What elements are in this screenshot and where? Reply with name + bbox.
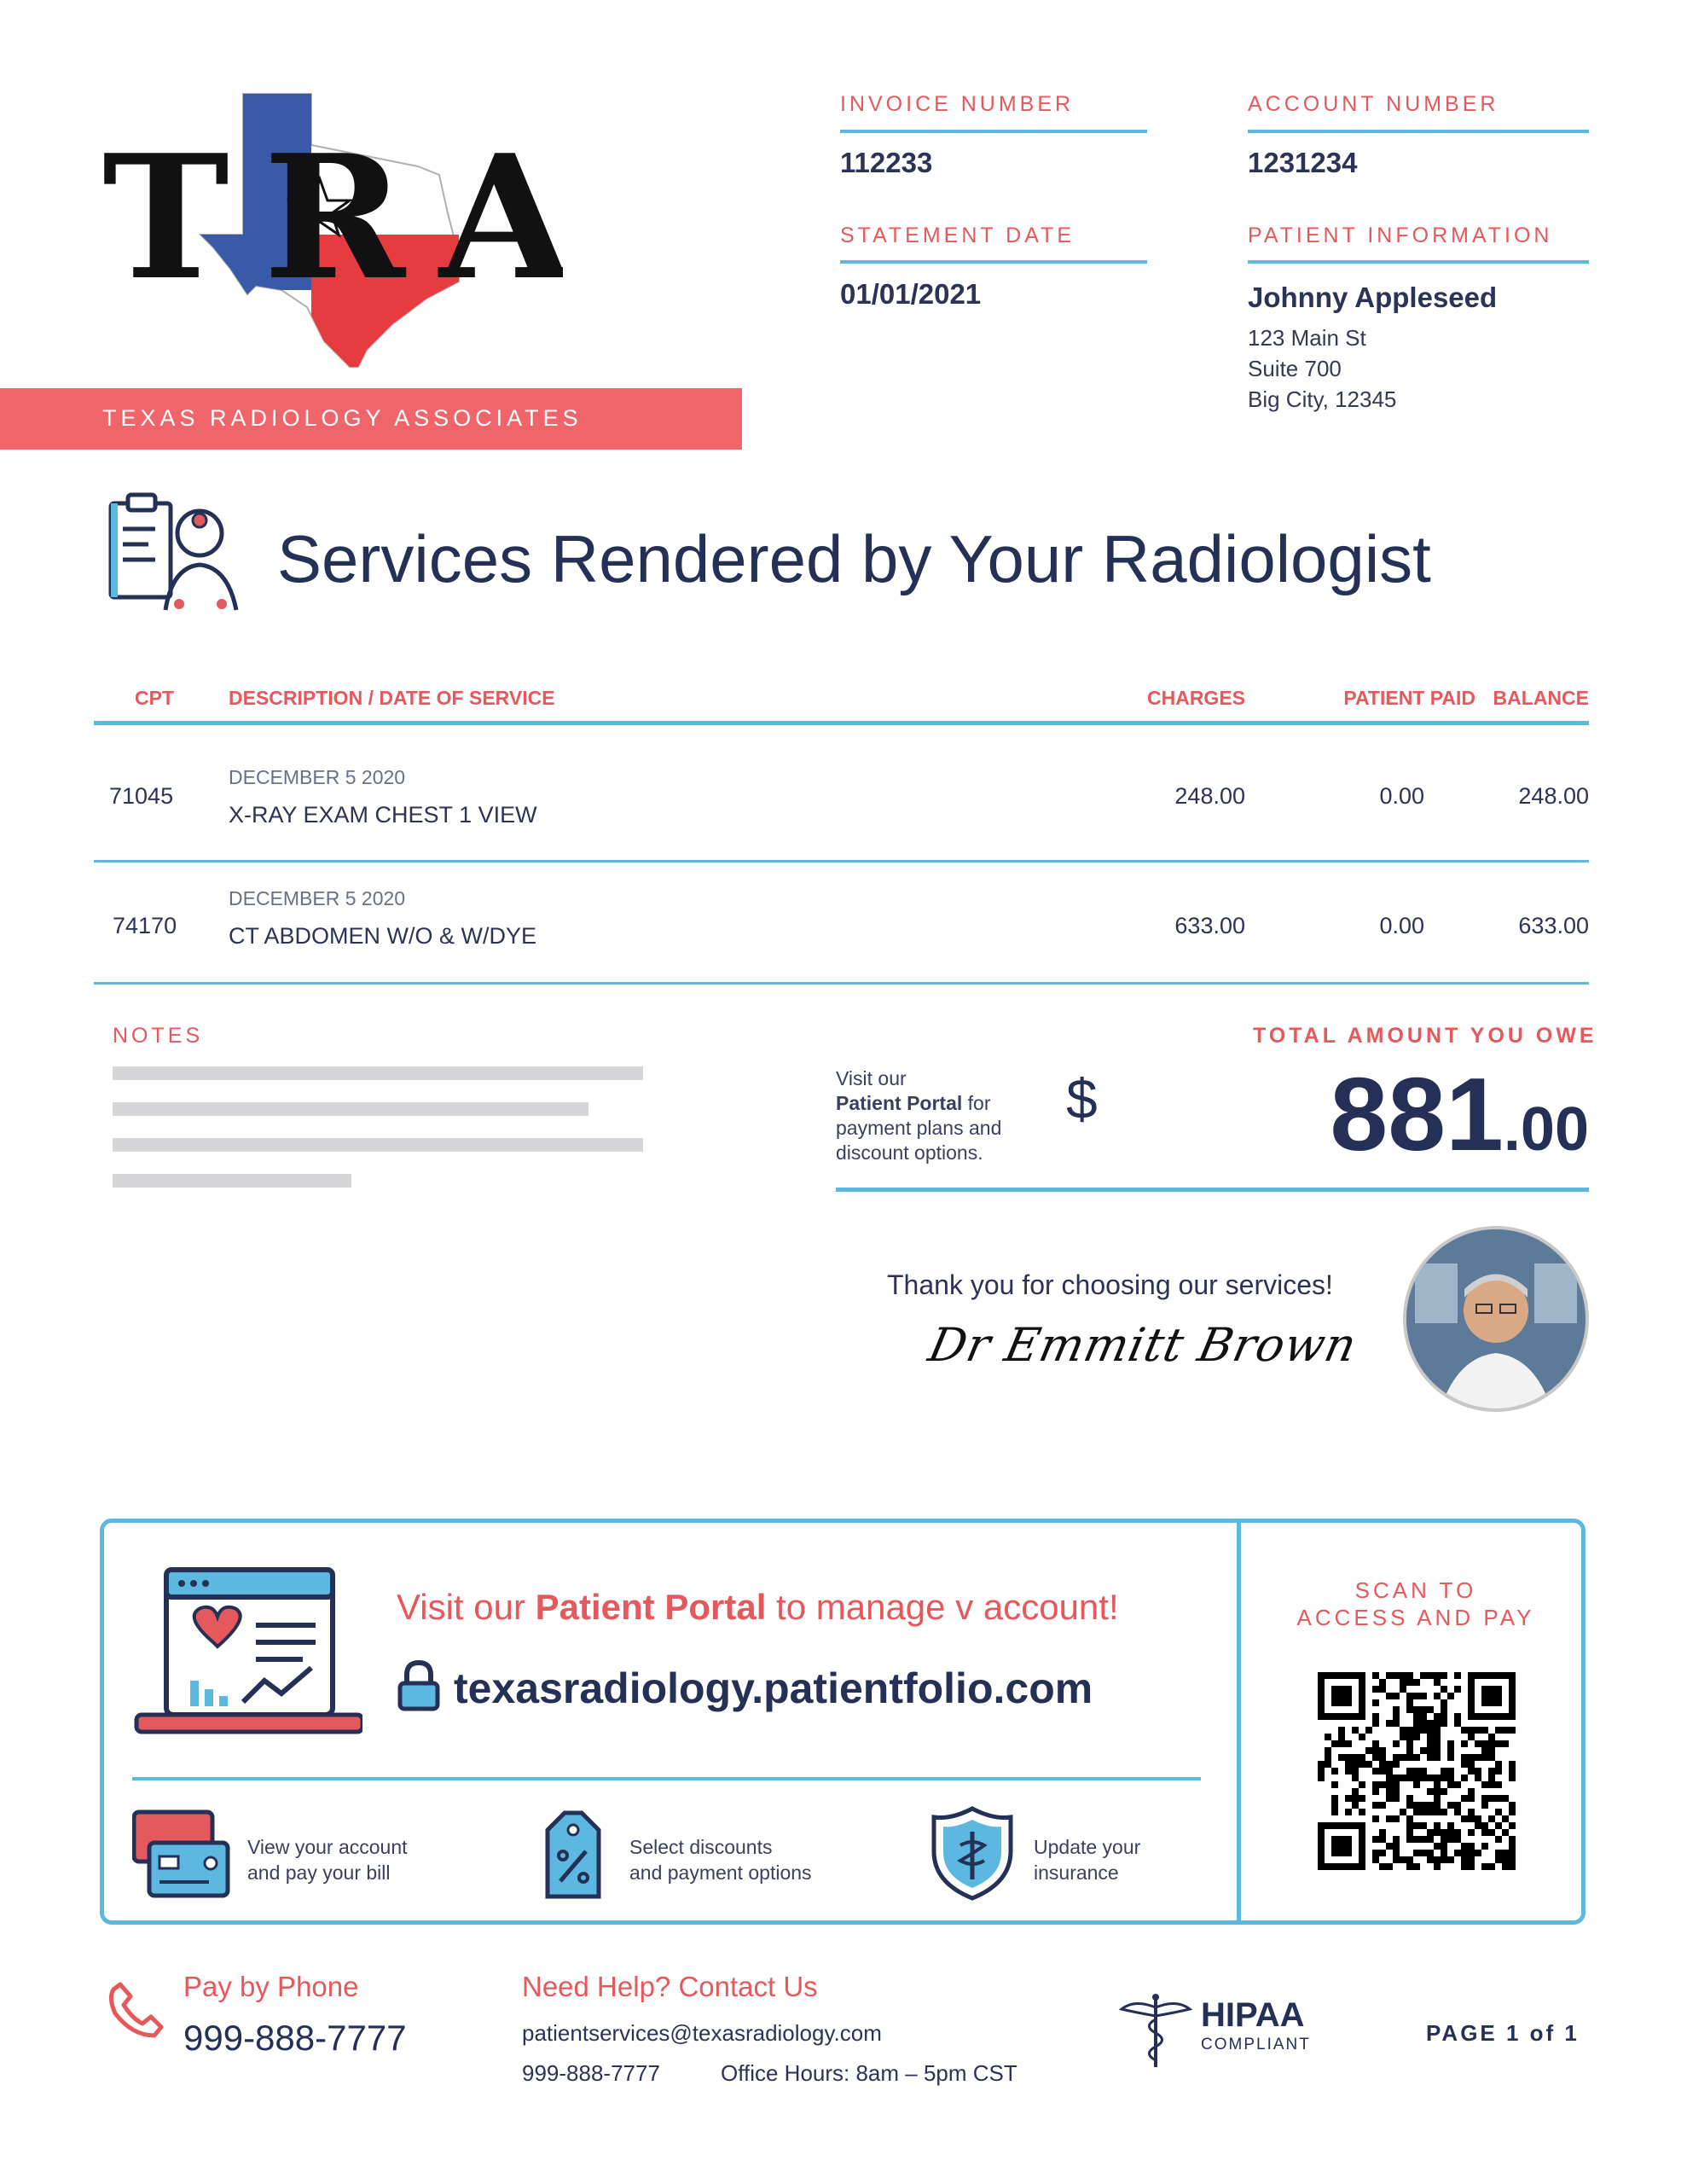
brand-name-bar — [0, 388, 742, 450]
total-amount — [1330, 1054, 1589, 1174]
total-amount-label: TOTAL AMOUNT YOU OWE — [1253, 1024, 1597, 1048]
hipaa-label: HIPAA — [1201, 1996, 1305, 2034]
row-2-cpt: 74170 — [113, 913, 177, 938]
row-2-balance: 633.00 — [1518, 913, 1589, 938]
portal-lead-post: to manage v account! — [776, 1587, 1119, 1627]
currency-symbol: $ — [1066, 1067, 1098, 1130]
company-logo — [102, 85, 563, 375]
patient-address-line-3: Big City, 12345 — [1248, 386, 1397, 412]
thank-you-message: Thank you for choosing our services! — [887, 1269, 1333, 1300]
help-phone[interactable]: 999-888-7777 — [522, 2060, 660, 2086]
statement-date-value: 01/01/2021 — [840, 278, 982, 310]
notes-placeholder-line — [113, 1066, 643, 1080]
feature-1-line-b: and pay your bill — [247, 1862, 391, 1884]
table-header-divider — [94, 721, 1589, 725]
scan-line-a: SCAN TO — [1354, 1577, 1477, 1603]
brand-name: TEXAS RADIOLOGY ASSOCIATES — [102, 405, 583, 431]
row-2-date: DECEMBER 5 2020 — [229, 887, 406, 909]
portal-lead-pre: Visit our — [397, 1587, 525, 1627]
feature-3-line-a: Update your — [1034, 1836, 1141, 1858]
row-2-patient-paid: 0.00 — [1379, 913, 1424, 938]
lock-icon — [397, 1659, 441, 1712]
qr-code[interactable] — [1318, 1672, 1516, 1870]
col-header-charges: CHARGES — [1146, 687, 1245, 709]
patient-address-line-1: 123 Main St — [1248, 325, 1366, 351]
help-email[interactable]: patientservices@texasradiology.com — [522, 2020, 882, 2046]
patient-name: Johnny Appleseed — [1248, 282, 1498, 313]
portal-hint-for: for — [967, 1092, 991, 1114]
row-divider — [94, 982, 1589, 985]
panel-divider — [1237, 1519, 1241, 1925]
row-1-date: DECEMBER 5 2020 — [229, 766, 406, 788]
patient-address-line-2: Suite 700 — [1248, 356, 1342, 381]
hipaa-sublabel: COMPLIANT — [1201, 2036, 1311, 2053]
statement-date-label: STATEMENT DATE — [840, 224, 1075, 247]
help-title: Need Help? Contact Us — [522, 1971, 818, 2002]
phone-icon — [107, 1979, 165, 2039]
row-1-patient-paid: 0.00 — [1379, 783, 1424, 809]
portal-lead-bold: Patient Portal — [535, 1587, 767, 1627]
feature-select-discounts — [629, 1834, 812, 1885]
office-hours: Office Hours: 8am – 5pm CST — [721, 2060, 1017, 2086]
row-1-charges: 248.00 — [1174, 783, 1245, 809]
portal-url-link[interactable]: texasradiology.patientfolio.com — [454, 1664, 1093, 1712]
portal-hint-line-3: payment plans and — [836, 1117, 1002, 1139]
invoice-number-value: 112233 — [840, 147, 933, 178]
col-header-description: DESCRIPTION / DATE OF SERVICE — [229, 687, 555, 709]
row-1-cpt: 71045 — [109, 783, 174, 809]
scan-instructions — [1247, 1577, 1585, 1631]
doctor-signature: Dr Emmitt Brown — [924, 1318, 1362, 1372]
notes-placeholder-line — [113, 1174, 351, 1188]
patient-information-label: PATIENT INFORMATION — [1248, 224, 1553, 247]
caduceus-icon — [1117, 1992, 1194, 2069]
laptop-health-icon — [132, 1561, 362, 1749]
portal-hint-line-1: Visit our — [836, 1067, 907, 1089]
account-number-value: 1231234 — [1248, 147, 1358, 178]
divider — [840, 130, 1147, 133]
feature-update-insurance — [1034, 1834, 1140, 1885]
insurance-shield-icon — [930, 1804, 1015, 1902]
doctor-photo — [1403, 1226, 1589, 1412]
portal-hint-line-4: discount options. — [836, 1141, 983, 1164]
invoice-number-label: INVOICE NUMBER — [840, 92, 1075, 116]
col-header-patient-paid: PATIENT PAID — [1343, 687, 1475, 709]
portal-divider-line — [132, 1777, 1201, 1780]
feature-3-line-b: insurance — [1034, 1862, 1119, 1884]
col-header-balance: BALANCE — [1493, 687, 1589, 709]
pay-phone-number[interactable]: 999-888-7777 — [183, 2018, 407, 2058]
doctor-clipboard-icon — [104, 486, 249, 614]
scan-line-b: ACCESS AND PAY — [1296, 1605, 1535, 1630]
feature-view-account — [247, 1834, 408, 1885]
portal-hint — [836, 1066, 1041, 1165]
credit-card-icon — [132, 1807, 230, 1901]
notes-label: NOTES — [113, 1024, 204, 1048]
notes-placeholder-line — [113, 1138, 643, 1152]
portal-hint-bold: Patient Portal — [836, 1092, 963, 1114]
row-1-description: X-RAY EXAM CHEST 1 VIEW — [229, 802, 537, 828]
divider — [1248, 260, 1589, 264]
row-2-charges: 633.00 — [1174, 913, 1245, 938]
col-header-cpt: CPT — [135, 687, 174, 709]
page-number: PAGE 1 of 1 — [1426, 2020, 1580, 2046]
total-divider — [836, 1188, 1589, 1192]
row-2-description: CT ABDOMEN W/O & W/DYE — [229, 923, 537, 949]
page-title: Services Rendered by Your Radiologist — [277, 521, 1431, 596]
divider — [840, 260, 1147, 264]
notes-placeholder-line — [113, 1102, 588, 1116]
feature-2-line-b: and payment options — [629, 1862, 812, 1884]
row-divider — [94, 860, 1589, 863]
portal-lead — [397, 1587, 1119, 1628]
discount-tag-icon — [539, 1804, 607, 1902]
total-amount-whole: 881 — [1330, 1056, 1504, 1172]
divider — [1248, 130, 1589, 133]
total-amount-cents: .00 — [1503, 1095, 1589, 1164]
feature-1-line-a: View your account — [247, 1836, 408, 1858]
pay-by-phone-title: Pay by Phone — [183, 1971, 359, 2002]
account-number-label: ACCOUNT NUMBER — [1248, 92, 1499, 116]
logo-letters: TRA — [102, 118, 563, 318]
feature-2-line-a: Select discounts — [629, 1836, 773, 1858]
row-1-balance: 248.00 — [1518, 783, 1589, 809]
